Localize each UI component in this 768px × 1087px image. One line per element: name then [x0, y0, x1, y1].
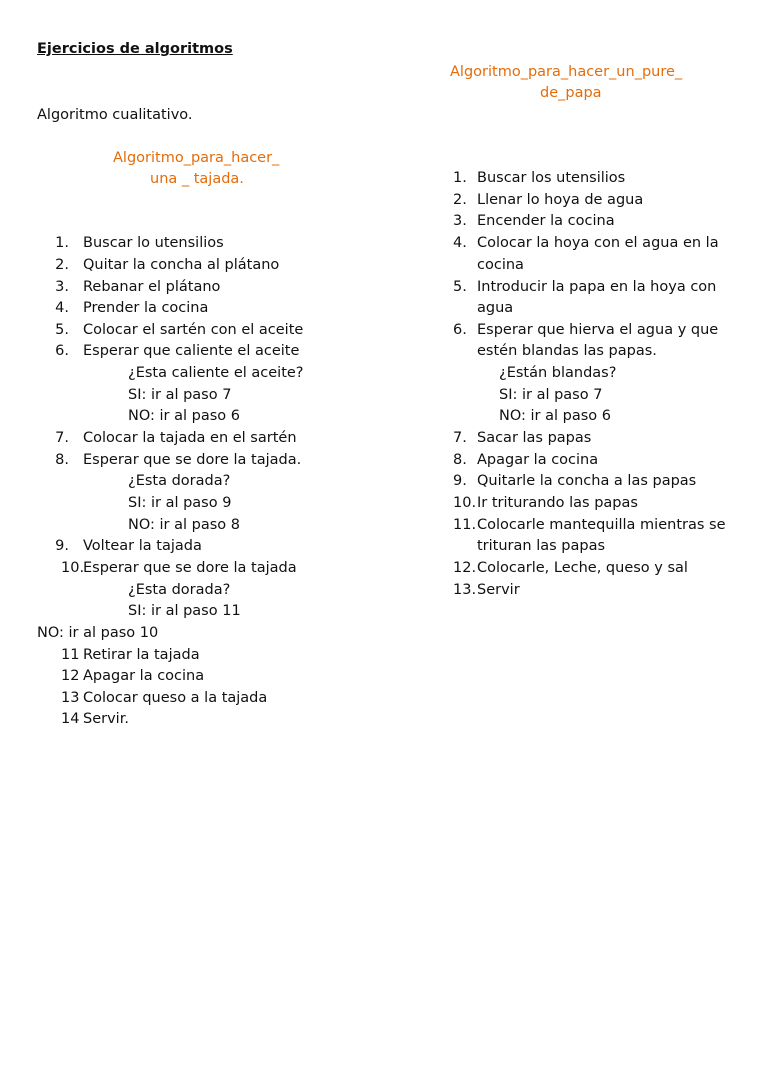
- list-item-number: 12: [61, 668, 80, 684]
- list-item-number: 8.: [453, 452, 467, 468]
- list-item-condition: NO: ir al paso 6: [499, 408, 611, 424]
- list-item-number: 3.: [55, 279, 69, 295]
- left-heading-line2: una _ tajada.: [150, 171, 244, 187]
- list-item: Apagar la cocina: [83, 668, 205, 684]
- list-item-condition: ¿Esta dorada?: [128, 473, 231, 489]
- left-heading-line1: Algoritmo_para_hacer_: [113, 150, 280, 166]
- list-item-number: 7.: [55, 430, 69, 446]
- list-item: Encender la cocina: [477, 213, 615, 229]
- right-heading-line1: Algoritmo_para_hacer_un_pure_: [450, 64, 683, 80]
- list-item: Colocar la hoya con el agua en la: [477, 235, 719, 251]
- list-item-number: 1.: [55, 235, 69, 251]
- list-item-number: 5.: [55, 322, 69, 338]
- list-item-number: 11: [61, 647, 80, 663]
- list-item-condition: SI: ir al paso 9: [128, 495, 232, 511]
- list-item-number: 5.: [453, 279, 467, 295]
- list-item: Quitar la concha al plátano: [83, 257, 280, 273]
- list-item: Colocar queso a la tajada: [83, 690, 268, 706]
- list-item-condition: ¿Están blandas?: [499, 365, 617, 381]
- list-item-number: 10.: [453, 495, 477, 511]
- list-item: Retirar la tajada: [83, 647, 200, 663]
- list-item-continuation: cocina: [477, 257, 524, 273]
- list-item-number: 9.: [55, 538, 69, 554]
- list-item: Esperar que se dore la tajada.: [83, 452, 302, 468]
- list-item: Prender la cocina: [83, 300, 209, 316]
- list-item-number: 2.: [55, 257, 69, 273]
- list-item-number: 1.: [453, 170, 467, 186]
- list-item-condition: ¿Esta caliente el aceite?: [128, 365, 304, 381]
- list-item: Introducir la papa en la hoya con: [477, 279, 717, 295]
- list-item: Esperar que hierva el agua y que: [477, 322, 719, 338]
- list-item-number: 10.: [61, 560, 85, 576]
- list-item-number: 13.: [453, 582, 477, 598]
- list-item-number: 6.: [453, 322, 467, 338]
- list-item: Esperar que se dore la tajada: [83, 560, 297, 576]
- list-item-condition: NO: ir al paso 8: [128, 517, 240, 533]
- list-item-number: 7.: [453, 430, 467, 446]
- list-item: Ir triturando las papas: [477, 495, 638, 511]
- list-item: Voltear la tajada: [83, 538, 202, 554]
- list-item: Apagar la cocina: [477, 452, 599, 468]
- list-item: Buscar lo utensilios: [83, 235, 224, 251]
- right-heading-line2: de_papa: [540, 85, 602, 101]
- list-item-number: 12.: [453, 560, 477, 576]
- list-item-condition: SI: ir al paso 7: [499, 387, 603, 403]
- list-item-condition: SI: ir al paso 11: [128, 603, 241, 619]
- list-item-condition: NO: ir al paso 6: [128, 408, 240, 424]
- list-item-number: 2.: [453, 192, 467, 208]
- list-item-number: 13: [61, 690, 80, 706]
- list-item-number: 8.: [55, 452, 69, 468]
- list-item-number: 14: [61, 711, 80, 727]
- list-item-number: 9.: [453, 473, 467, 489]
- list-item: Llenar lo hoya de agua: [477, 192, 644, 208]
- list-item-condition: SI: ir al paso 7: [128, 387, 232, 403]
- list-item: Esperar que caliente el aceite: [83, 343, 300, 359]
- list-item-number: 4.: [453, 235, 467, 251]
- list-item-number: 3.: [453, 213, 467, 229]
- list-item-continuation: trituran las papas: [477, 538, 606, 554]
- list-item-number: 6.: [55, 343, 69, 359]
- list-item: Servir.: [83, 711, 129, 727]
- list-item-continuation: estén blandas las papas.: [477, 343, 657, 359]
- list-item-number: 11.: [453, 517, 477, 533]
- list-item: Rebanar el plátano: [83, 279, 221, 295]
- list-item: Sacar las papas: [477, 430, 592, 446]
- page-subtitle: Algoritmo cualitativo.: [37, 107, 193, 123]
- list-item-condition: NO: ir al paso 10: [37, 625, 159, 641]
- list-item: Colocar la tajada en el sartén: [83, 430, 297, 446]
- page-title: Ejercicios de algoritmos: [37, 41, 233, 57]
- list-item: Buscar los utensilios: [477, 170, 626, 186]
- list-item: Servir: [477, 582, 520, 598]
- list-item: Quitarle la concha a las papas: [477, 473, 697, 489]
- list-item-continuation: agua: [477, 300, 514, 316]
- list-item: Colocar el sartén con el aceite: [83, 322, 304, 338]
- list-item: Colocarle mantequilla mientras se: [477, 517, 726, 533]
- list-item: Colocarle, Leche, queso y sal: [477, 560, 688, 576]
- list-item-condition: ¿Esta dorada?: [128, 582, 231, 598]
- list-item-number: 4.: [55, 300, 69, 316]
